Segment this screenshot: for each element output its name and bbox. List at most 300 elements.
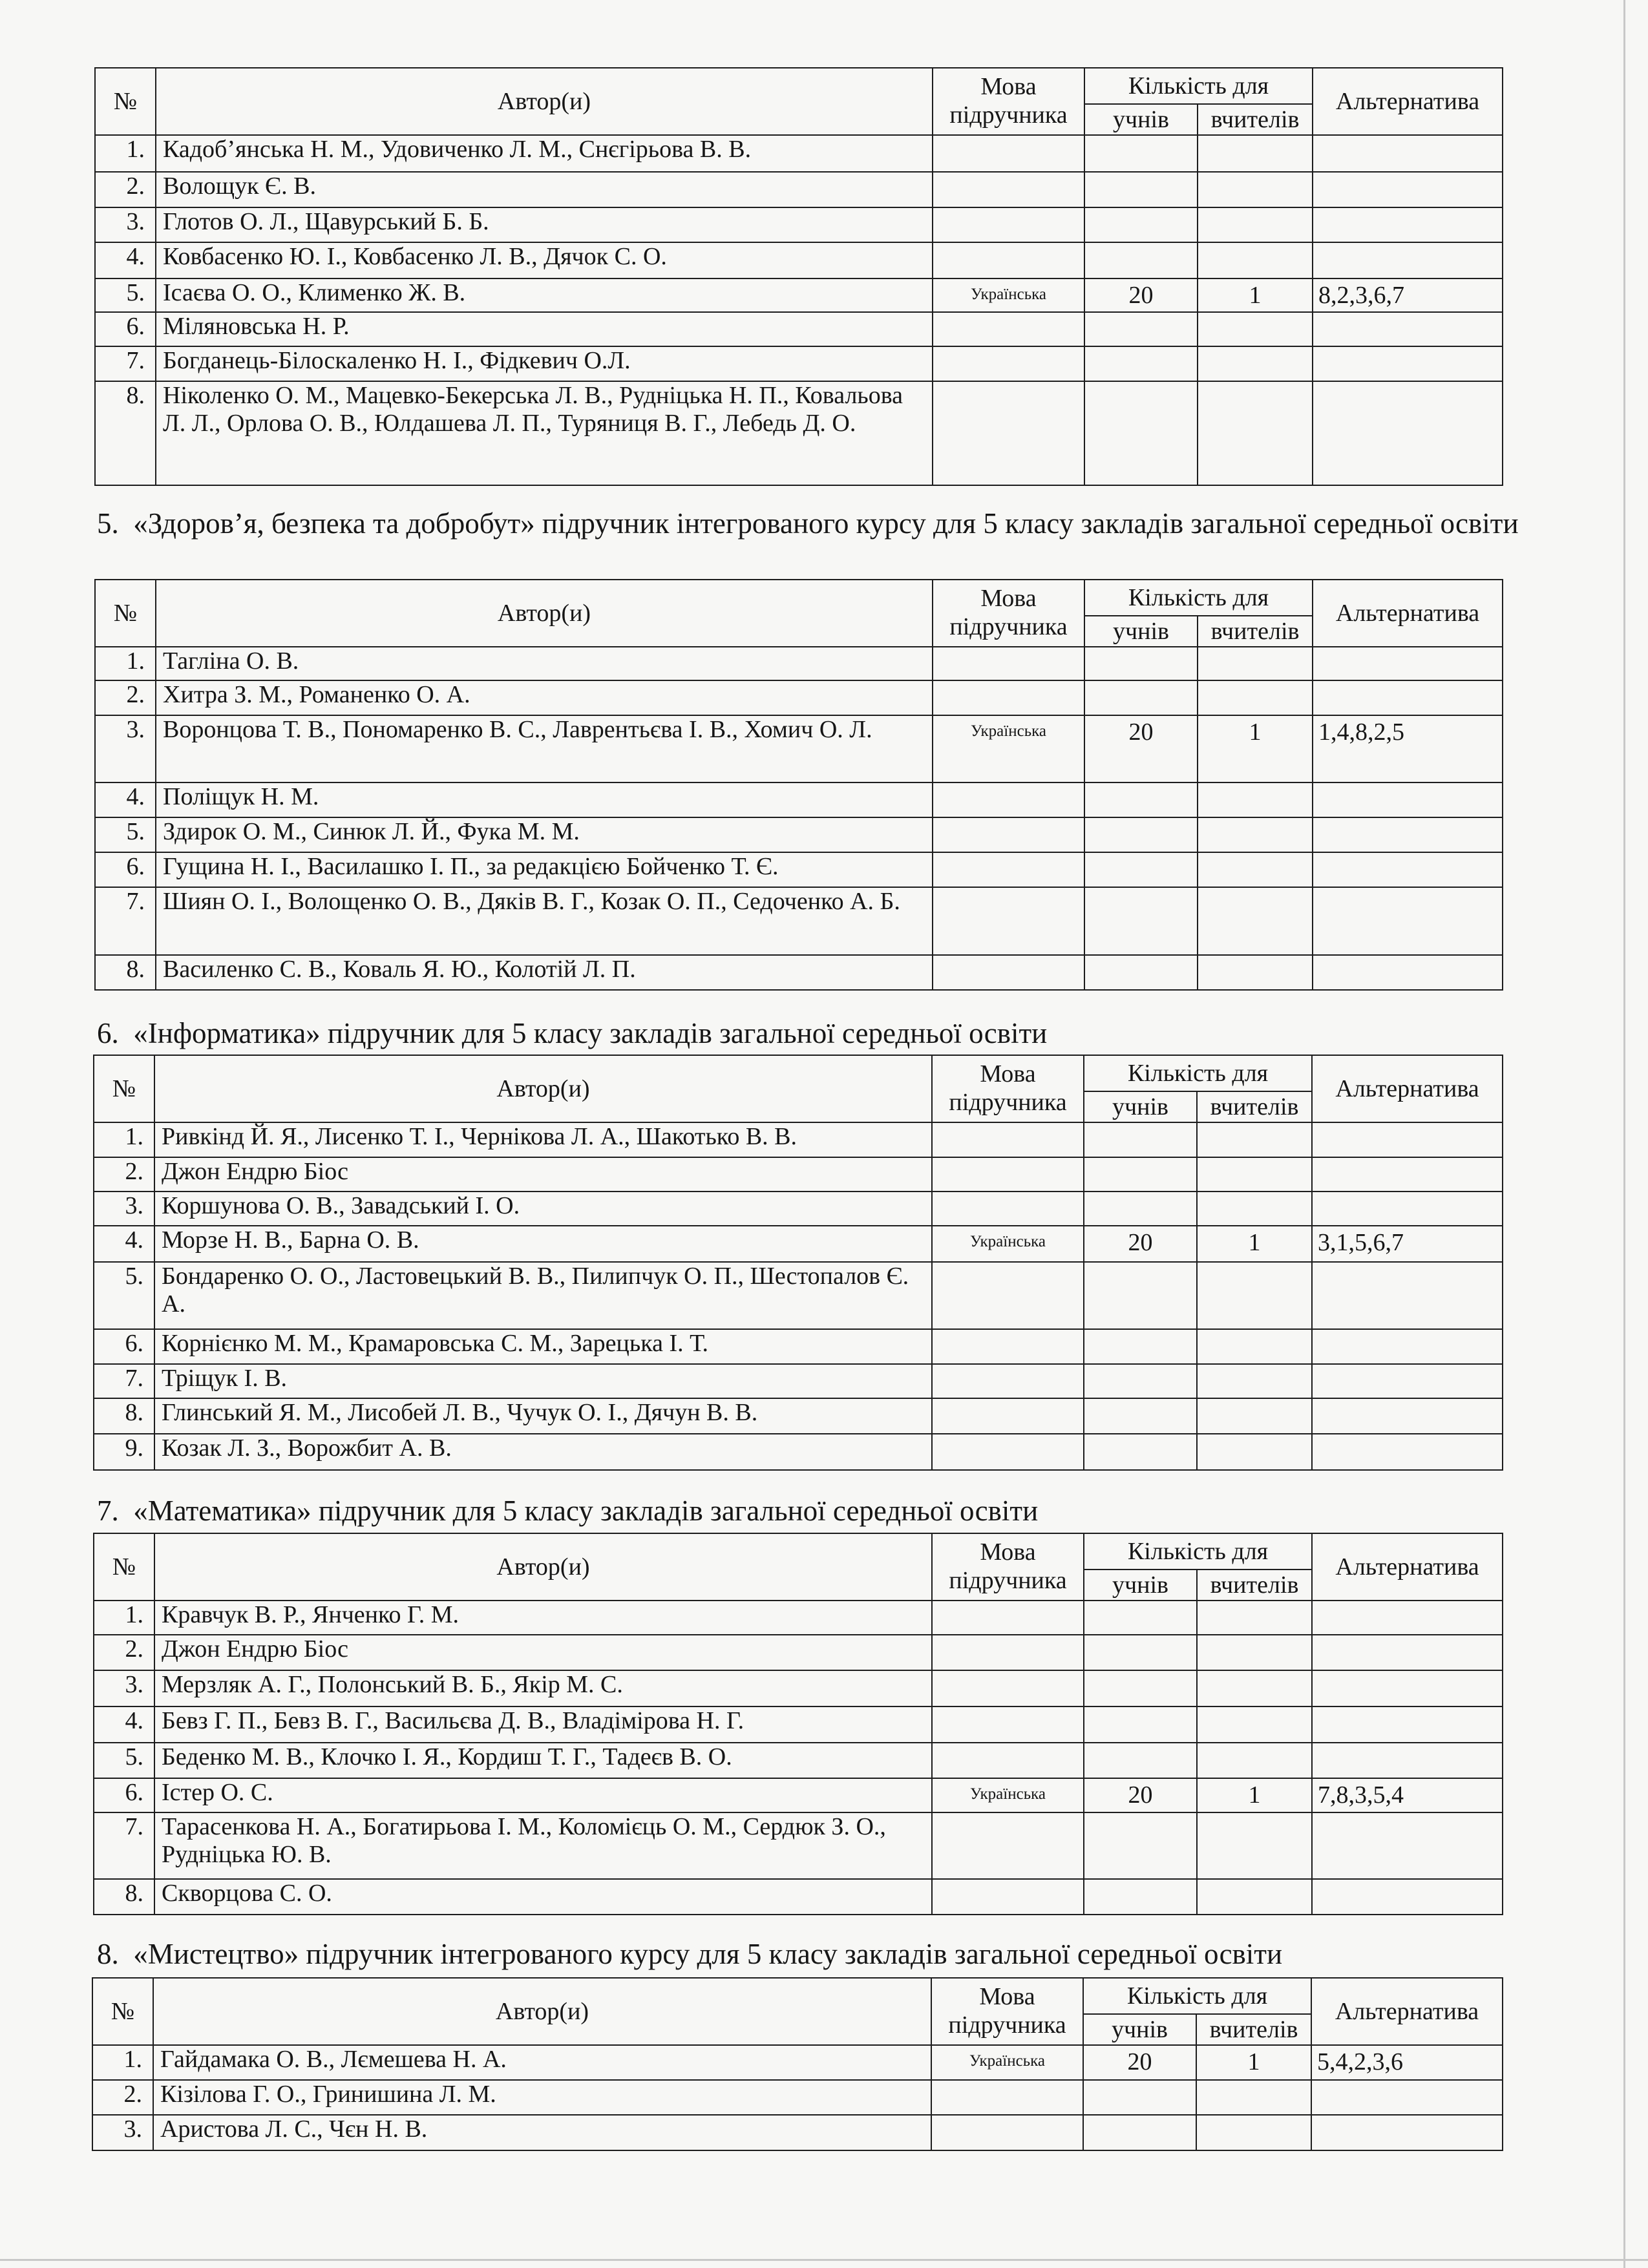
row-language xyxy=(932,1398,1084,1434)
header-alternative: Альтернатива xyxy=(1312,1055,1503,1122)
row-alternative xyxy=(1312,1262,1503,1329)
header-language-line2: підручника xyxy=(949,1567,1067,1594)
row-number: 4. xyxy=(94,1226,154,1262)
header-number: № xyxy=(92,1978,153,2045)
row-alternative xyxy=(1312,1879,1503,1915)
header-alternative: Альтернатива xyxy=(1313,580,1503,647)
row-number: 1. xyxy=(95,647,156,680)
table-row xyxy=(92,2045,1503,2080)
row-number: 2. xyxy=(95,172,156,207)
row-teachers-count xyxy=(1198,955,1313,990)
row-language: Українська xyxy=(932,1226,1084,1262)
row-alternative xyxy=(1313,817,1503,852)
header-count: Кількість для xyxy=(1084,1533,1312,1570)
header-language xyxy=(933,68,1084,135)
row-alternative xyxy=(1312,1434,1503,1470)
row-teachers-count xyxy=(1198,312,1313,346)
header-language-line2: підручника xyxy=(948,2011,1066,2039)
row-pupils-count xyxy=(1083,2080,1196,2115)
row-pupils-count xyxy=(1084,1364,1197,1398)
row-author: Ніколенко О. М., Мацевко-Бекерська Л. В., Рудніцька Н. П., Ковальова Л. Л., Орлова О. В., Юлдашева Л. П., Туряниця В. Г., Лебедь Д. О. xyxy=(156,381,933,485)
row-author: Глотов О. Л., Щавурський Б. Б. xyxy=(156,207,933,242)
row-number: 2. xyxy=(94,1635,154,1670)
header-pupils: учнів xyxy=(1084,1091,1197,1122)
textbook-table-math xyxy=(93,1533,1503,1915)
row-language xyxy=(932,1879,1084,1915)
row-pupils-count xyxy=(1084,852,1198,887)
row-pupils-count: 20 xyxy=(1084,1778,1197,1812)
row-language: Українська xyxy=(932,1778,1084,1812)
row-pupils-count xyxy=(1084,1743,1197,1778)
header-teachers: вчителів xyxy=(1198,616,1313,647)
table-row xyxy=(95,346,1503,381)
row-language xyxy=(932,1706,1084,1743)
row-author: Василенко С. В., Коваль Я. Ю., Колотій Л. П. xyxy=(156,955,933,990)
table-row xyxy=(95,782,1503,817)
header-number: № xyxy=(95,68,156,135)
row-alternative xyxy=(1313,852,1503,887)
table-row xyxy=(95,278,1503,312)
row-teachers-count xyxy=(1198,207,1313,242)
table-row xyxy=(95,207,1503,242)
row-teachers-count xyxy=(1198,242,1313,278)
row-number: 4. xyxy=(94,1706,154,1743)
row-teachers-count: 1 xyxy=(1197,1778,1312,1812)
table-row xyxy=(94,1812,1503,1879)
row-number: 3. xyxy=(94,1670,154,1706)
row-author: Поліщук Н. М. xyxy=(156,782,933,817)
row-number: 2. xyxy=(95,680,156,715)
row-teachers-count xyxy=(1197,1670,1312,1706)
row-alternative xyxy=(1312,1670,1503,1706)
row-author: Волощук Є. В. xyxy=(156,172,933,207)
row-number: 6. xyxy=(94,1329,154,1364)
header-language xyxy=(931,1978,1083,2045)
row-language: Українська xyxy=(931,2045,1083,2080)
row-language: Українська xyxy=(933,278,1084,312)
row-teachers-count xyxy=(1196,2115,1311,2150)
header-number: № xyxy=(94,1055,154,1122)
row-alternative: 7,8,3,5,4 xyxy=(1312,1778,1503,1812)
row-alternative xyxy=(1313,381,1503,485)
row-number: 8. xyxy=(95,955,156,990)
textbook-table-literature xyxy=(94,67,1503,486)
row-alternative xyxy=(1313,887,1503,955)
row-pupils-count xyxy=(1084,1262,1197,1329)
row-alternative xyxy=(1312,1601,1503,1635)
row-pupils-count xyxy=(1084,1635,1197,1670)
row-language xyxy=(933,647,1084,680)
header-count: Кількість для xyxy=(1084,580,1313,616)
row-author: Корнієнко М. М., Крамаровська С. М., Зарецька І. Т. xyxy=(154,1329,932,1364)
table-row xyxy=(95,817,1503,852)
header-number: № xyxy=(95,580,156,647)
row-teachers-count: 1 xyxy=(1198,278,1313,312)
row-number: 1. xyxy=(94,1601,154,1635)
row-language xyxy=(933,887,1084,955)
row-alternative xyxy=(1312,1635,1503,1670)
row-language xyxy=(933,852,1084,887)
row-pupils-count xyxy=(1084,1122,1197,1157)
row-language xyxy=(933,207,1084,242)
row-pupils-count xyxy=(1084,242,1198,278)
row-language xyxy=(932,1157,1084,1192)
table-row xyxy=(95,887,1503,955)
row-pupils-count xyxy=(1084,887,1198,955)
row-language: Українська xyxy=(933,715,1084,782)
row-pupils-count: 20 xyxy=(1084,278,1198,312)
row-pupils-count xyxy=(1083,2115,1196,2150)
row-author: Скворцова С. О. xyxy=(154,1879,932,1915)
table-row xyxy=(94,1635,1503,1670)
row-number: 5. xyxy=(95,817,156,852)
row-pupils-count xyxy=(1084,1157,1197,1192)
table-row xyxy=(95,172,1503,207)
row-alternative: 5,4,2,3,6 xyxy=(1311,2045,1503,2080)
header-language-line2: підручника xyxy=(949,101,1068,129)
row-language xyxy=(933,172,1084,207)
row-author: Істер О. С. xyxy=(154,1778,932,1812)
table-row xyxy=(94,1743,1503,1778)
header-author: Автор(и) xyxy=(153,1978,931,2045)
row-teachers-count xyxy=(1197,1262,1312,1329)
header-alternative: Альтернатива xyxy=(1313,68,1503,135)
row-number: 1. xyxy=(94,1122,154,1157)
row-alternative xyxy=(1312,1364,1503,1398)
header-language-line1: Мова xyxy=(980,73,1037,101)
row-teachers-count: 1 xyxy=(1197,1226,1312,1262)
row-number: 8. xyxy=(94,1879,154,1915)
row-pupils-count xyxy=(1084,647,1198,680)
row-author: Здирок О. М., Синюк Л. Й., Фука М. М. xyxy=(156,817,933,852)
row-pupils-count xyxy=(1084,1329,1197,1364)
section-title-6: 6. «Інформатика» підручник для 5 класу закладів загальної середньої освіти xyxy=(97,1017,1048,1049)
row-teachers-count xyxy=(1197,1601,1312,1635)
row-author: Бондаренко О. О., Ластовецький В. В., Пилипчук О. П., Шестопалов Є. А. xyxy=(154,1262,932,1329)
table-row xyxy=(95,312,1503,346)
row-language xyxy=(932,1122,1084,1157)
row-author: Морзе Н. В., Барна О. В. xyxy=(154,1226,932,1262)
row-language xyxy=(932,1635,1084,1670)
row-language xyxy=(931,2080,1083,2115)
row-pupils-count: 20 xyxy=(1083,2045,1196,2080)
header-alternative: Альтернатива xyxy=(1312,1533,1503,1601)
header-language-line1: Мова xyxy=(980,1060,1036,1088)
row-alternative xyxy=(1313,172,1503,207)
row-language xyxy=(933,817,1084,852)
row-number: 9. xyxy=(94,1434,154,1470)
row-author: Козак Л. З., Ворожбит А. В. xyxy=(154,1434,932,1470)
row-language xyxy=(931,2115,1083,2150)
row-number: 5. xyxy=(94,1743,154,1778)
row-teachers-count xyxy=(1197,1122,1312,1157)
row-pupils-count xyxy=(1084,346,1198,381)
header-teachers: вчителів xyxy=(1198,104,1313,135)
row-alternative xyxy=(1312,1398,1503,1434)
row-number: 7. xyxy=(95,887,156,955)
textbook-table-informatics xyxy=(93,1055,1503,1471)
row-alternative xyxy=(1312,1706,1503,1743)
row-alternative xyxy=(1313,346,1503,381)
row-number: 3. xyxy=(95,715,156,782)
row-alternative xyxy=(1313,647,1503,680)
row-author: Мерзляк А. Г., Полонський В. Б., Якір М. С. xyxy=(154,1670,932,1706)
row-author: Ривкінд Й. Я., Лисенко Т. І., Чернікова Л. А., Шакотько В. В. xyxy=(154,1122,932,1157)
row-teachers-count xyxy=(1198,887,1313,955)
row-number: 6. xyxy=(95,312,156,346)
row-pupils-count xyxy=(1084,817,1198,852)
textbook-table-health xyxy=(94,579,1503,991)
row-number: 7. xyxy=(94,1812,154,1879)
row-teachers-count xyxy=(1198,852,1313,887)
row-number: 2. xyxy=(92,2080,153,2115)
row-number: 3. xyxy=(94,1192,154,1226)
row-pupils-count xyxy=(1084,1670,1197,1706)
row-pupils-count xyxy=(1084,1192,1197,1226)
row-number: 7. xyxy=(94,1364,154,1398)
row-language xyxy=(932,1670,1084,1706)
row-pupils-count xyxy=(1084,1879,1197,1915)
table-row xyxy=(95,242,1503,278)
row-language xyxy=(933,680,1084,715)
row-author: Хитра З. М., Романенко О. А. xyxy=(156,680,933,715)
header-teachers: вчителів xyxy=(1197,1570,1312,1601)
row-author: Ковбасенко Ю. І., Ковбасенко Л. В., Дячок С. О. xyxy=(156,242,933,278)
row-language xyxy=(932,1434,1084,1470)
header-count: Кількість для xyxy=(1084,1055,1312,1091)
row-pupils-count xyxy=(1084,1398,1197,1434)
row-language xyxy=(932,1364,1084,1398)
row-teachers-count xyxy=(1197,1434,1312,1470)
row-pupils-count xyxy=(1084,381,1198,485)
table-row xyxy=(95,381,1503,485)
row-teachers-count xyxy=(1197,1364,1312,1398)
row-language xyxy=(933,135,1084,172)
row-language xyxy=(933,955,1084,990)
row-author: Міляновська Н. Р. xyxy=(156,312,933,346)
header-language-line1: Мова xyxy=(979,1983,1035,2011)
row-teachers-count xyxy=(1197,1329,1312,1364)
row-teachers-count xyxy=(1198,381,1313,485)
header-pupils: учнів xyxy=(1083,2014,1196,2045)
table-row xyxy=(94,1434,1503,1470)
row-alternative xyxy=(1311,2115,1503,2150)
table-row xyxy=(95,715,1503,782)
table-row xyxy=(94,1364,1503,1398)
header-count: Кількість для xyxy=(1083,1978,1311,2014)
table-row xyxy=(94,1778,1503,1812)
row-number: 8. xyxy=(94,1398,154,1434)
row-number: 7. xyxy=(95,346,156,381)
header-language-line1: Мова xyxy=(980,585,1037,613)
header-pupils: учнів xyxy=(1084,1570,1197,1601)
row-author: Беденко М. В., Клочко І. Я., Кордиш Т. Г., Тадеєв В. О. xyxy=(154,1743,932,1778)
section-title-7: 7. «Математика» підручник для 5 класу закладів загальної середньої освіти xyxy=(97,1495,1039,1527)
row-author: Богданець-Білоскаленко Н. І., Фідкевич О.Л. xyxy=(156,346,933,381)
row-author: Джон Ендрю Біос xyxy=(154,1157,932,1192)
header-pupils: учнів xyxy=(1084,104,1198,135)
scan-edge-bottom xyxy=(0,2259,1648,2261)
row-number: 4. xyxy=(95,242,156,278)
row-language xyxy=(933,312,1084,346)
row-language xyxy=(933,782,1084,817)
row-pupils-count: 20 xyxy=(1084,715,1198,782)
row-number: 6. xyxy=(94,1778,154,1812)
row-teachers-count xyxy=(1196,2080,1311,2115)
row-alternative xyxy=(1311,2080,1503,2115)
row-number: 2. xyxy=(94,1157,154,1192)
row-pupils-count xyxy=(1084,172,1198,207)
row-number: 1. xyxy=(95,135,156,172)
table-row xyxy=(94,1262,1503,1329)
row-author: Глинський Я. М., Лисобей Л. В., Чучук О. І., Дячун В. В. xyxy=(154,1398,932,1434)
row-pupils-count xyxy=(1084,1601,1197,1635)
table-row xyxy=(94,1192,1503,1226)
row-alternative: 1,4,8,2,5 xyxy=(1313,715,1503,782)
row-author: Тагліна О. В. xyxy=(156,647,933,680)
row-teachers-count xyxy=(1198,346,1313,381)
row-teachers-count xyxy=(1197,1398,1312,1434)
table-row xyxy=(95,647,1503,680)
row-alternative xyxy=(1313,135,1503,172)
table-row xyxy=(95,135,1503,172)
row-language xyxy=(933,346,1084,381)
row-teachers-count xyxy=(1198,817,1313,852)
table-row xyxy=(94,1706,1503,1743)
row-number: 8. xyxy=(95,381,156,485)
row-number: 5. xyxy=(95,278,156,312)
table-row xyxy=(94,1157,1503,1192)
header-language xyxy=(933,580,1084,647)
table-row xyxy=(95,680,1503,715)
header-language-line2: підручника xyxy=(949,613,1068,640)
row-language xyxy=(933,242,1084,278)
row-number: 3. xyxy=(92,2115,153,2150)
row-alternative xyxy=(1312,1122,1503,1157)
table-row xyxy=(94,1879,1503,1915)
row-author: Воронцова Т. В., Пономаренко В. С., Лаврентьєва І. В., Хомич О. Л. xyxy=(156,715,933,782)
row-pupils-count xyxy=(1084,207,1198,242)
table-row xyxy=(94,1601,1503,1635)
header-author: Автор(и) xyxy=(154,1533,932,1601)
row-teachers-count xyxy=(1198,172,1313,207)
row-alternative xyxy=(1313,680,1503,715)
header-alternative: Альтернатива xyxy=(1311,1978,1503,2045)
row-alternative xyxy=(1312,1329,1503,1364)
header-pupils: учнів xyxy=(1084,616,1198,647)
row-author: Коршунова О. В., Завадський І. О. xyxy=(154,1192,932,1226)
row-pupils-count xyxy=(1084,955,1198,990)
row-number: 4. xyxy=(95,782,156,817)
table-row xyxy=(95,955,1503,990)
row-author: Шиян О. І., Волощенко О. В., Дяків В. Г., Козак О. П., Седоченко А. Б. xyxy=(156,887,933,955)
row-teachers-count xyxy=(1197,1635,1312,1670)
header-number: № xyxy=(94,1533,154,1601)
section-title-8: 8. «Мистецтво» підручник інтегрованого курсу для 5 класу закладів загальної середньої освіти xyxy=(97,1938,1283,1970)
row-teachers-count xyxy=(1197,1743,1312,1778)
row-alternative xyxy=(1313,207,1503,242)
row-teachers-count xyxy=(1197,1192,1312,1226)
row-alternative: 3,1,5,6,7 xyxy=(1312,1226,1503,1262)
table-row xyxy=(95,852,1503,887)
row-language xyxy=(932,1262,1084,1329)
scan-edge-right xyxy=(1623,0,1625,2268)
row-author: Джон Ендрю Біос xyxy=(154,1635,932,1670)
row-pupils-count xyxy=(1084,1706,1197,1743)
row-pupils-count xyxy=(1084,312,1198,346)
row-teachers-count xyxy=(1198,135,1313,172)
row-language xyxy=(932,1812,1084,1879)
header-author: Автор(и) xyxy=(156,580,933,647)
row-teachers-count xyxy=(1197,1157,1312,1192)
row-alternative: 8,2,3,6,7 xyxy=(1313,278,1503,312)
row-author: Бевз Г. П., Бевз В. Г., Васильєва Д. В., Владімірова Н. Г. xyxy=(154,1706,932,1743)
row-number: 6. xyxy=(95,852,156,887)
header-count: Кількість для xyxy=(1084,68,1313,104)
row-pupils-count xyxy=(1084,680,1198,715)
section-title-5: 5. «Здоров’я, безпека та добробут» підручник інтегрованого курсу для 5 класу закладів загальної середньої освіти xyxy=(97,507,1519,540)
table-row xyxy=(94,1329,1503,1364)
row-pupils-count xyxy=(1084,782,1198,817)
row-language xyxy=(932,1743,1084,1778)
header-author: Автор(и) xyxy=(154,1055,932,1122)
row-pupils-count xyxy=(1084,1434,1197,1470)
header-teachers: вчителів xyxy=(1196,2014,1311,2045)
table-row xyxy=(94,1122,1503,1157)
row-pupils-count xyxy=(1084,135,1198,172)
row-author: Тріщук І. В. xyxy=(154,1364,932,1398)
row-teachers-count xyxy=(1198,647,1313,680)
row-alternative xyxy=(1313,242,1503,278)
row-number: 5. xyxy=(94,1262,154,1329)
row-author: Аристова Л. С., Чєн Н. В. xyxy=(153,2115,931,2150)
row-alternative xyxy=(1313,782,1503,817)
table-row xyxy=(94,1670,1503,1706)
row-language xyxy=(933,381,1084,485)
table-row xyxy=(94,1398,1503,1434)
row-number: 3. xyxy=(95,207,156,242)
row-alternative xyxy=(1312,1192,1503,1226)
row-author: Кадоб’янська Н. М., Удовиченко Л. М., Снєгірьова В. В. xyxy=(156,135,933,172)
row-teachers-count xyxy=(1197,1812,1312,1879)
row-teachers-count xyxy=(1197,1706,1312,1743)
row-alternative xyxy=(1312,1812,1503,1879)
row-author: Ісаєва О. О., Клименко Ж. В. xyxy=(156,278,933,312)
row-alternative xyxy=(1313,312,1503,346)
row-author: Кравчук В. Р., Янченко Г. М. xyxy=(154,1601,932,1635)
row-number: 1. xyxy=(92,2045,153,2080)
row-pupils-count: 20 xyxy=(1084,1226,1197,1262)
table-row xyxy=(92,2115,1503,2150)
table-row xyxy=(92,2080,1503,2115)
row-author: Тарасенкова Н. А., Богатирьова І. М., Коломієць О. М., Сердюк З. О., Рудніцька Ю. В. xyxy=(154,1812,932,1879)
row-pupils-count xyxy=(1084,1812,1197,1879)
row-language xyxy=(932,1329,1084,1364)
header-teachers: вчителів xyxy=(1197,1091,1312,1122)
row-author: Кізілова Г. О., Гринишина Л. М. xyxy=(153,2080,931,2115)
row-alternative xyxy=(1312,1743,1503,1778)
row-alternative xyxy=(1313,955,1503,990)
row-teachers-count xyxy=(1197,1879,1312,1915)
header-language xyxy=(932,1533,1084,1601)
row-teachers-count xyxy=(1198,680,1313,715)
row-alternative xyxy=(1312,1157,1503,1192)
row-author: Гайдамака О. В., Лємешева Н. А. xyxy=(153,2045,931,2080)
textbook-table-art xyxy=(92,1977,1503,2151)
row-teachers-count: 1 xyxy=(1196,2045,1311,2080)
row-language xyxy=(932,1601,1084,1635)
row-author: Гущина Н. І., Василашко І. П., за редакцією Бойченко Т. Є. xyxy=(156,852,933,887)
